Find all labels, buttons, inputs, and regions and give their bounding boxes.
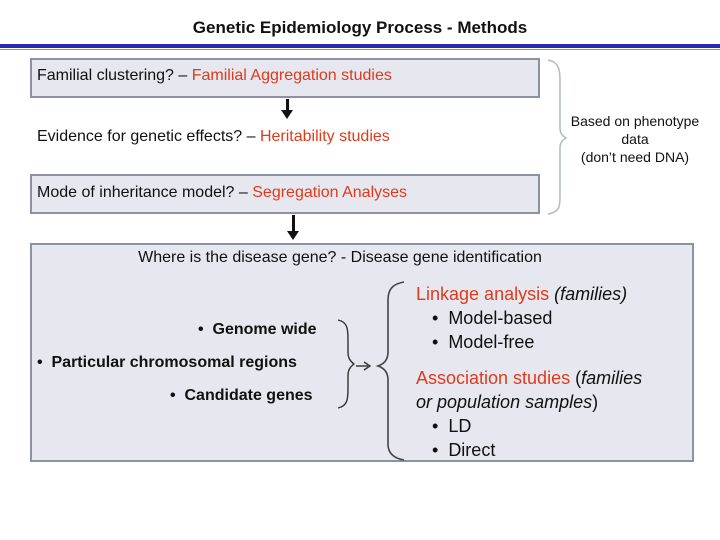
- left-item-genome-wide: [198, 321, 317, 339]
- linkage-item-label: Model-based: [448, 308, 553, 328]
- association-studies-heading-line2: [416, 392, 598, 413]
- bullet-dot: •: [432, 332, 449, 352]
- bullet-dot: •: [170, 387, 185, 404]
- phenotype-note: [555, 112, 715, 166]
- linkage-analysis-heading: [416, 284, 627, 305]
- association-paren-text: families: [581, 368, 643, 388]
- association-paren-open: (: [570, 368, 582, 388]
- phenotype-note-line: (don’t need DNA): [580, 149, 690, 165]
- linkage-label: Linkage analysis: [416, 284, 550, 304]
- association-paren-text: or population samples: [416, 392, 593, 412]
- step-question: Mode of inheritance model? –: [37, 184, 253, 201]
- association-label: Association studies: [416, 368, 571, 388]
- gene-identification-title: Where is the disease gene? - Disease gene identification: [138, 249, 542, 266]
- bullet-dot: •: [432, 416, 449, 436]
- bullet-dot: •: [432, 440, 449, 460]
- selection-brace: [338, 320, 354, 408]
- left-item-label: Particular chromosomal regions: [51, 354, 297, 371]
- step-question: Familial clustering? –: [37, 67, 192, 84]
- phenotype-note-line: Based on phenotype: [570, 113, 700, 129]
- step-question: Evidence for genetic effects? –: [37, 128, 260, 145]
- linkage-item-model-free: [432, 332, 534, 353]
- association-studies-heading: [416, 368, 642, 389]
- bullet-dot: •: [198, 321, 213, 338]
- association-item-direct: [432, 440, 495, 461]
- association-item-ld: [432, 416, 471, 437]
- step-method: Heritability studies: [259, 128, 390, 145]
- left-item-label: Genome wide: [212, 321, 317, 338]
- bullet-dot: •: [37, 354, 52, 371]
- slide-title: Genetic Epidemiology Process - Methods: [192, 18, 528, 37]
- methods-brace: [378, 282, 404, 460]
- step-method: Familial Aggregation studies: [191, 67, 392, 84]
- phenotype-note-line: data: [621, 131, 649, 147]
- association-item-label: LD: [448, 416, 472, 436]
- association-paren-close: ): [592, 392, 599, 412]
- left-item-candidate-genes: [170, 387, 313, 405]
- association-item-label: Direct: [448, 440, 496, 460]
- left-item-chromosomal-regions: [37, 354, 297, 372]
- linkage-paren: (families): [554, 284, 628, 304]
- linkage-item-model-based: [432, 308, 552, 329]
- step-method: Segregation Analyses: [252, 184, 408, 201]
- left-item-label: Candidate genes: [184, 387, 313, 404]
- linkage-item-label: Model-free: [448, 332, 535, 352]
- bullet-dot: •: [432, 308, 449, 328]
